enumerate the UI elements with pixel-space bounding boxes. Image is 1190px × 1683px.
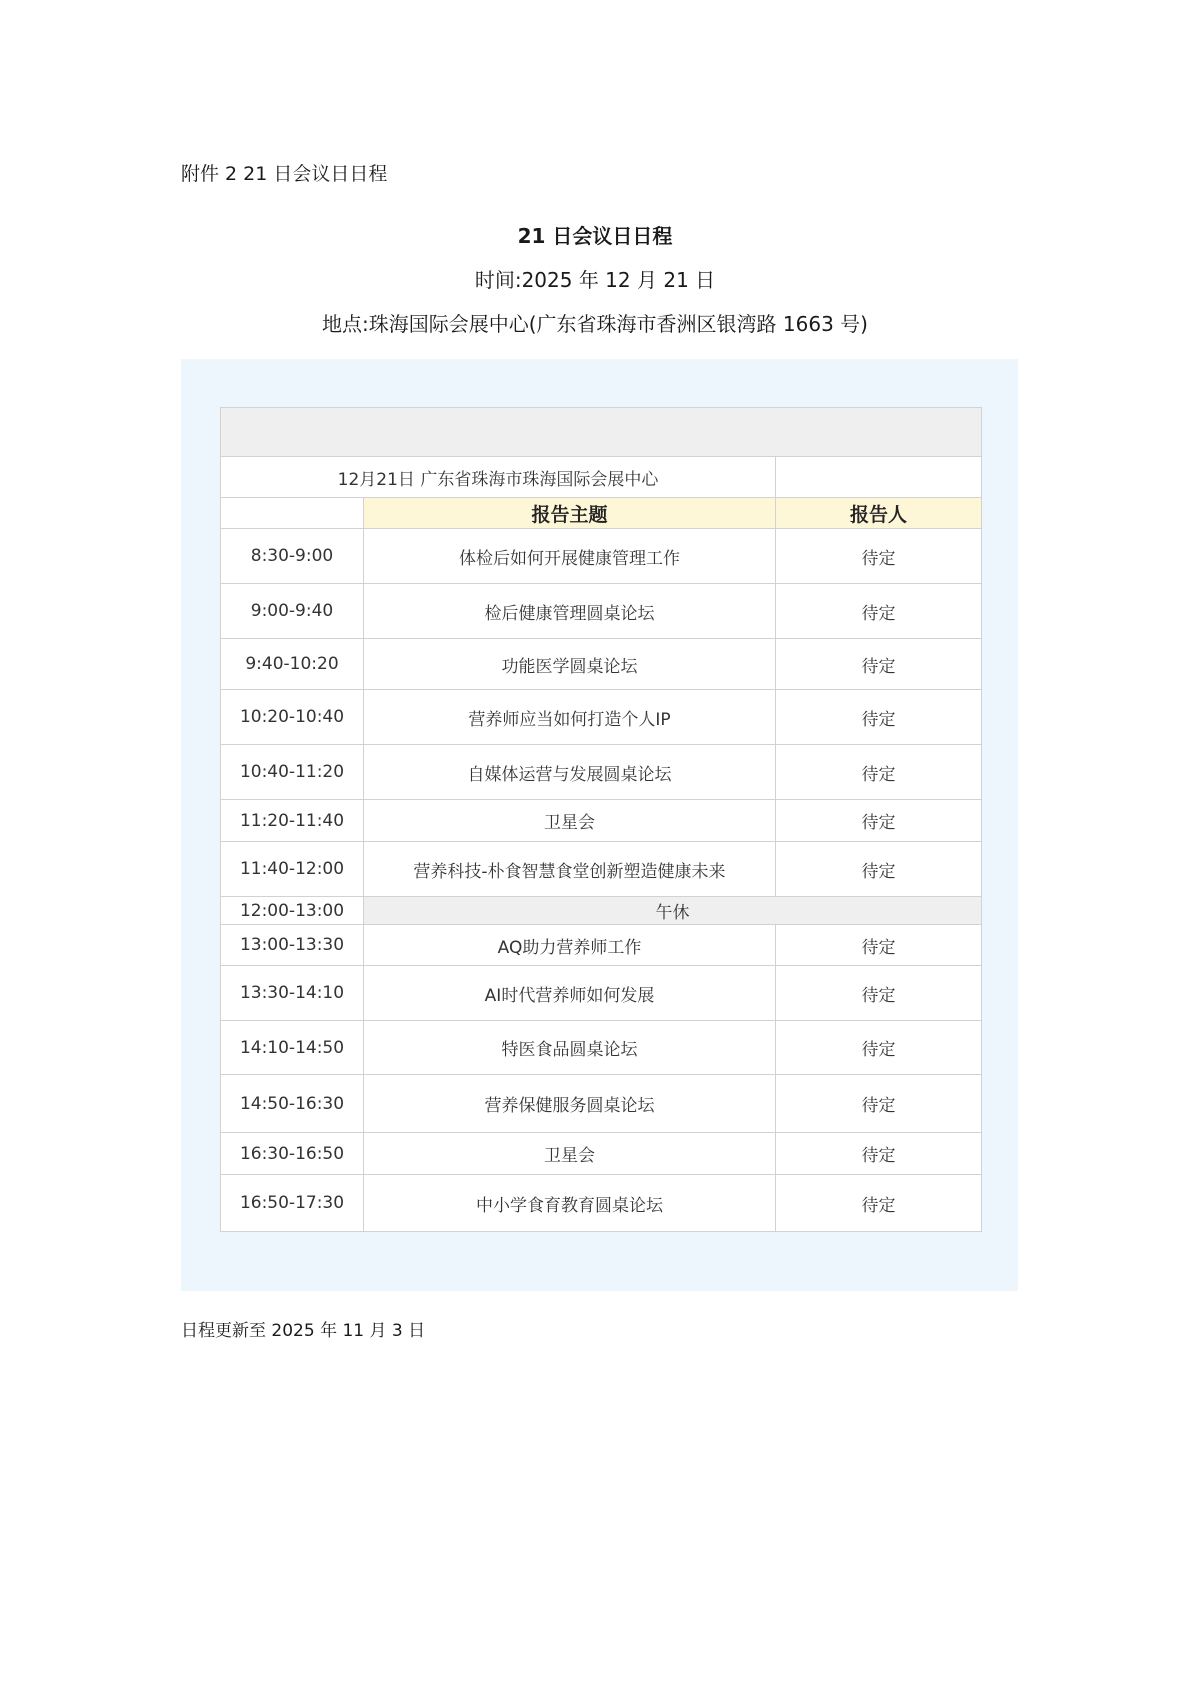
header-speaker: 报告人	[776, 498, 982, 529]
topic-cell: 自媒体运营与发展圆桌论坛	[364, 745, 776, 800]
table-row	[221, 925, 982, 966]
location-empty-cell	[776, 457, 982, 498]
topic-cell: 营养保健服务圆桌论坛	[364, 1075, 776, 1133]
header-time	[221, 498, 364, 529]
time-cell: 14:10-14:50	[221, 1021, 364, 1075]
time-cell: 13:30-14:10	[221, 966, 364, 1021]
time-cell: 9:40-10:20	[221, 639, 364, 690]
speaker-cell: 待定	[776, 584, 982, 639]
topic-cell: 卫星会	[364, 1133, 776, 1175]
topic-cell: 营养师应当如何打造个人IP	[364, 690, 776, 745]
speaker-cell: 待定	[776, 1021, 982, 1075]
topic-cell: 体检后如何开展健康管理工作	[364, 529, 776, 584]
topic-cell: 营养科技-朴食智慧食堂创新塑造健康未来	[364, 842, 776, 897]
table-row	[221, 1021, 982, 1075]
time-cell: 13:00-13:30	[221, 925, 364, 966]
table-row	[221, 745, 982, 800]
speaker-cell: 待定	[776, 966, 982, 1021]
speaker-cell: 待定	[776, 800, 982, 842]
location-cell: 12月21日 广东省珠海市珠海国际会展中心	[221, 457, 776, 498]
lunch-break-cell: 午休	[364, 897, 982, 925]
lunch-row	[221, 897, 982, 925]
table-row	[221, 529, 982, 584]
place-line: 地点:珠海国际会展中心(广东省珠海市香洲区银湾路 1663 号)	[322, 312, 868, 336]
time-cell: 16:30-16:50	[221, 1133, 364, 1175]
time-cell: 12:00-13:00	[221, 897, 364, 925]
topic-cell: AQ助力营养师工作	[364, 925, 776, 966]
topic-cell: 特医食品圆桌论坛	[364, 1021, 776, 1075]
schedule-title: 21 日会议日日程	[517, 224, 673, 248]
topic-cell: 功能医学圆桌论坛	[364, 639, 776, 690]
table-row	[221, 966, 982, 1021]
time-cell: 14:50-16:30	[221, 1075, 364, 1133]
header-topic: 报告主题	[364, 498, 776, 529]
topic-cell: 检后健康管理圆桌论坛	[364, 584, 776, 639]
table-row	[221, 584, 982, 639]
topic-cell: 中小学食育教育圆桌论坛	[364, 1175, 776, 1232]
header-row	[221, 498, 982, 529]
speaker-cell: 待定	[776, 1075, 982, 1133]
table-row	[221, 690, 982, 745]
speaker-cell: 待定	[776, 1133, 982, 1175]
speaker-cell: 待定	[776, 745, 982, 800]
speaker-cell: 待定	[776, 639, 982, 690]
footer-note: 日程更新至 2025 年 11 月 3 日	[181, 1321, 426, 1341]
time-cell: 16:50-17:30	[221, 1175, 364, 1232]
location-row	[221, 457, 982, 498]
time-cell: 10:40-11:20	[221, 745, 364, 800]
time-cell: 11:20-11:40	[221, 800, 364, 842]
table-row	[221, 842, 982, 897]
attachment-label: 附件 2 21 日会议日日程	[181, 163, 388, 185]
table-banner-row	[221, 408, 982, 457]
table-row	[221, 639, 982, 690]
time-cell: 11:40-12:00	[221, 842, 364, 897]
table-row	[221, 800, 982, 842]
schedule-table	[220, 407, 982, 1232]
speaker-cell: 待定	[776, 842, 982, 897]
time-line: 时间:2025 年 12 月 21 日	[474, 268, 716, 292]
table-banner	[221, 408, 982, 457]
topic-cell: AI时代营养师如何发展	[364, 966, 776, 1021]
table-row	[221, 1175, 982, 1232]
table-row	[221, 1133, 982, 1175]
topic-cell: 卫星会	[364, 800, 776, 842]
time-cell: 8:30-9:00	[221, 529, 364, 584]
speaker-cell: 待定	[776, 529, 982, 584]
time-cell: 10:20-10:40	[221, 690, 364, 745]
speaker-cell: 待定	[776, 1175, 982, 1232]
speaker-cell: 待定	[776, 690, 982, 745]
table-row	[221, 1075, 982, 1133]
time-cell: 9:00-9:40	[221, 584, 364, 639]
speaker-cell: 待定	[776, 925, 982, 966]
